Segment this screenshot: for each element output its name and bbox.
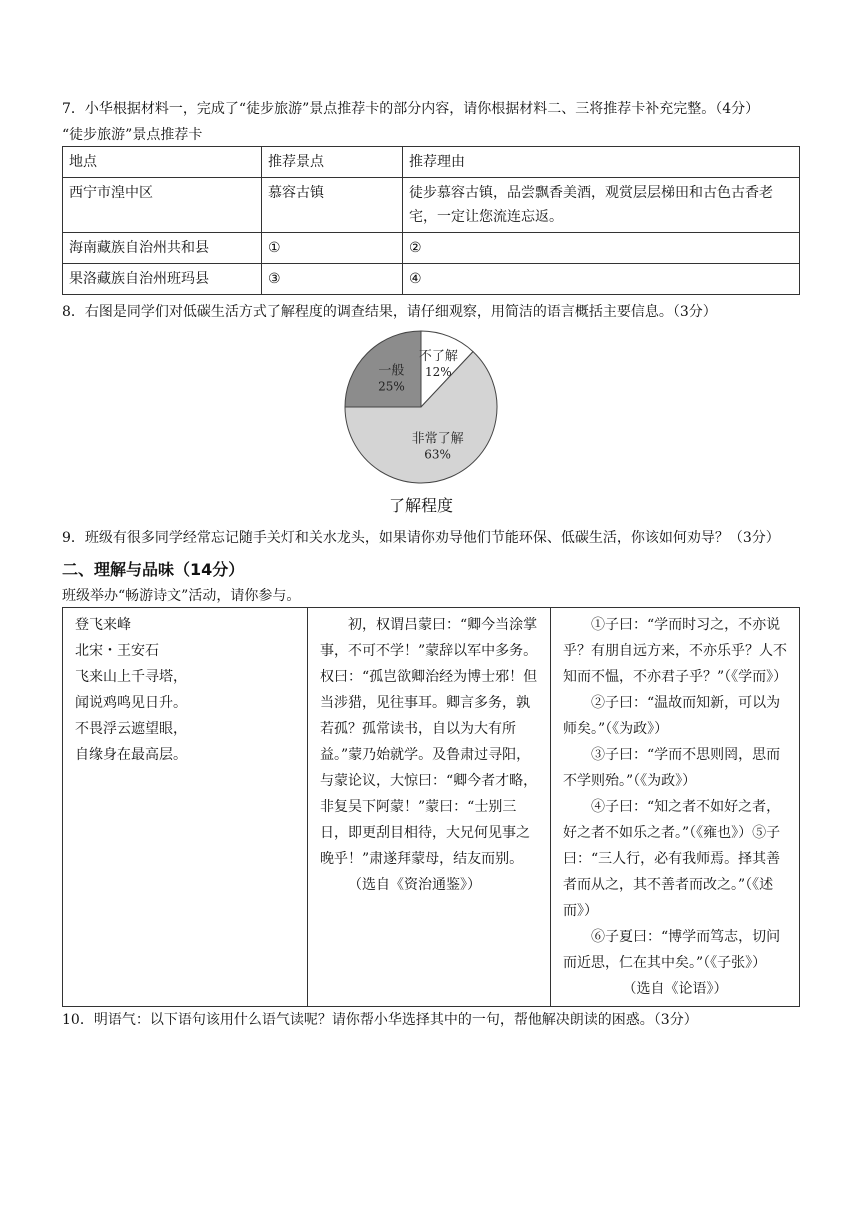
question-7: 7．小华根据材料一，完成了“徒步旅游”景点推荐卡的部分内容，请你根据材料二、三将推荐卡补充完整。（4分） <box>62 101 760 117</box>
prose-source: （选自《资治通鉴》） <box>348 877 481 893</box>
prose-text: 初，权谓吕蒙曰：“卿今当涂掌事，不可不学！”蒙辞以军中多务。权曰：“孤岂欲卿治经为博士邪！但当涉猎，见往事耳。卿言多务，孰若孤？孤常读书，自以为大有所益。”蒙乃始就学。及鲁肃过寻阳，与蒙论议，大惊曰：“卿今者才略，非复吴下阿蒙！”蒙曰：“士别三日，即更刮目相待，大兄何见事之晚乎！”肃遂拜蒙母，结友而别。 <box>320 617 538 867</box>
texts-row <box>63 608 800 1007</box>
cell-spot: ① <box>262 233 403 264</box>
analects-item: ④子曰：“知之者不如好之者，好之者不如乐之者。”（《雍也》）⑤子曰：“三人行，必有我师焉。择其善者而从之，其不善者而改之。”（《述而》） <box>563 799 781 919</box>
question-8: 8．右图是同学们对低碳生活方式了解程度的调查结果，请仔细观察，用简洁的语言概括主要信息。（3分） <box>62 304 717 320</box>
chart-title: 了解程度 <box>388 496 454 515</box>
analects-cell <box>551 608 800 1007</box>
cell-location: 果洛藏族自治州班玛县 <box>63 264 262 295</box>
cell-spot: 慕容古镇 <box>262 178 403 233</box>
cell-reason: ④ <box>403 264 800 295</box>
analects-item: ②子曰：“温故而知新，可以为师矣。”（《为政》） <box>563 695 781 737</box>
poem-line: 不畏浮云遮望眼， <box>75 721 187 737</box>
header-spot: 推荐景点 <box>262 147 403 178</box>
analects-source: （选自《论语》） <box>622 981 728 997</box>
analects-item: ①子曰：“学而时习之，不亦说乎？有朋自远方来，不亦乐乎？人不知而不愠，不亦君子乎？”（《学而》） <box>563 617 788 685</box>
table-row <box>63 233 800 264</box>
cell-reason: 徒步慕容古镇，品尝飘香美酒，观赏层层梯田和古色古香老宅，一定让您流连忘返。 <box>403 178 800 233</box>
slice-value-label: 12% <box>425 365 452 380</box>
cell-location: 西宁市湟中区 <box>63 178 262 233</box>
prose-cell <box>308 608 551 1007</box>
section-intro: 班级举办“畅游诗文”活动，请你参与。 <box>62 588 301 604</box>
poem-title: 登飞来峰 <box>75 617 131 633</box>
header-location: 地点 <box>63 147 262 178</box>
poem-cell <box>63 608 308 1007</box>
slice-value-label: 25% <box>378 379 405 394</box>
poem-line: 自缘身在最高层。 <box>75 747 187 763</box>
recommendation-table <box>62 146 800 295</box>
table-row <box>63 178 800 233</box>
card-title: “徒步旅游”景点推荐卡 <box>62 127 203 143</box>
poem-line: 飞来山上千寻塔， <box>75 669 187 685</box>
cell-reason: ② <box>403 233 800 264</box>
question-9: 9．班级有很多同学经常忘记随手关灯和关水龙头，如果请你劝导他们节能环保、低碳生活，你该如何劝导？（3分） <box>62 530 780 546</box>
slice-value-label: 63% <box>424 447 451 462</box>
table-header-row <box>63 147 800 178</box>
slice-label: 一般 <box>378 363 405 379</box>
table-row <box>63 264 800 295</box>
analects-item: ③子曰：“学而不思则罔，思而不学则殆。”（《为政》） <box>563 747 781 789</box>
texts-table <box>62 607 800 1007</box>
pie-chart <box>62 325 802 525</box>
question-10: 10．明语气：以下语句该用什么语气读呢？请你帮小华选择其中的一句，帮他解决朗读的困惑。（3分） <box>62 1012 698 1028</box>
analects-item: ⑥子夏曰：“博学而笃志，切问而近思，仁在其中矣。”（《子张》） <box>563 929 781 971</box>
cell-spot: ③ <box>262 264 403 295</box>
pie-chart-svg <box>62 325 802 525</box>
poem-author: 北宋・王安石 <box>75 643 159 659</box>
section-heading: 二、理解与品味（14分） <box>62 560 245 579</box>
cell-location: 海南藏族自治州共和县 <box>63 233 262 264</box>
page <box>62 96 802 1033</box>
header-reason: 推荐理由 <box>403 147 800 178</box>
slice-label: 不了解 <box>418 349 458 365</box>
slice-label: 非常了解 <box>411 431 464 447</box>
poem-line: 闻说鸡鸣见日升。 <box>75 695 187 711</box>
